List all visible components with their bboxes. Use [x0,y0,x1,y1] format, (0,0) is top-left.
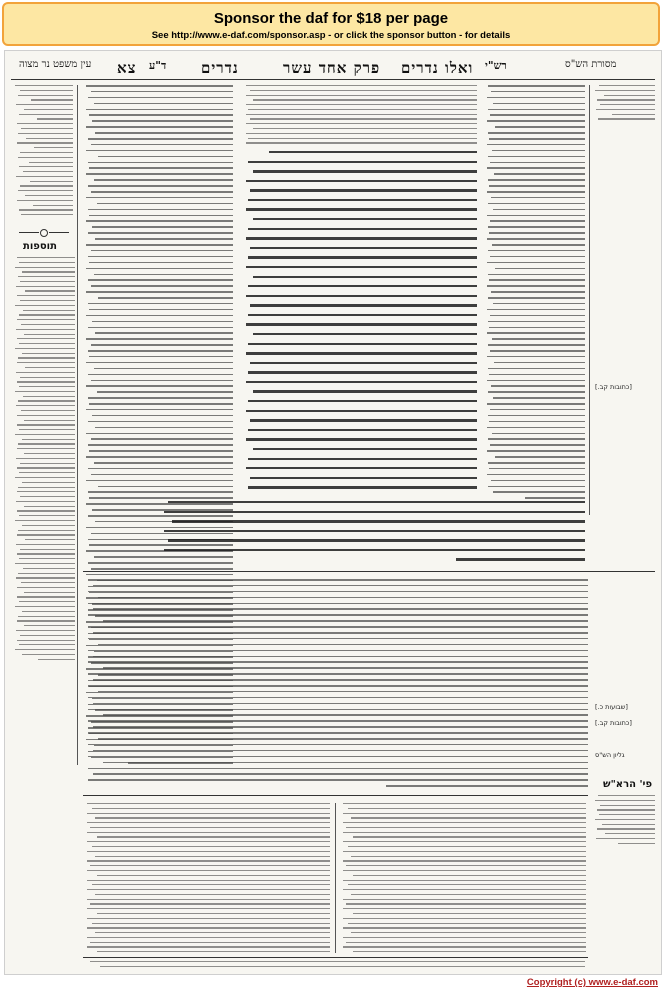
tosafot-title: תוספות [23,241,57,252]
rashi-text [485,85,585,505]
sponsor-subtitle: See http://www.e-daf.com/sponsor.asp - or click the sponsor button - for details [151,30,511,41]
footer-notes-text [85,961,585,971]
tractate-name: נדרים [201,59,239,77]
sponsor-title: Sponsor the daf for $18 per page [213,10,449,27]
masoret-text [593,85,655,335]
footer-rule [83,957,588,958]
margin-note-4: גליון הש"ס [595,751,625,759]
lower-rule [83,571,655,572]
gemara-wide-text [155,501,585,561]
copyright-link[interactable]: Copyright (c) www.e-daf.com [526,977,658,988]
bottom-right-text [341,803,586,953]
header-rule [11,79,655,80]
rosh-side-text [593,795,655,855]
margin-note-3: [כתובות קב.] [595,719,632,727]
masoret-header: מסורת הש"ס [565,59,617,70]
talmud-page [4,50,662,975]
chapter-name: ואלו נדרים [401,59,474,77]
ein-mishpat-header: עין משפט נר מצוה [19,59,92,70]
bottom-rule [83,795,588,796]
commentary-header: רש"י [485,59,507,72]
margin-note-2: [שבועות כ.] [595,703,628,711]
gemara-text [241,151,477,496]
chapter-number: פרק אחד עשר [283,59,381,77]
rashi-upper-text [241,85,477,145]
daf-number: צא [117,59,137,77]
sponsor-banner[interactable] [2,2,660,46]
column-divider-left [77,85,78,765]
ein-mishpat-text [13,85,73,225]
rosh-title: פי' הרא"ש [603,779,653,790]
ran-text [83,579,588,789]
bottom-divider [335,803,336,953]
margin-note-1: [כתובות קב.] [595,383,632,391]
bottom-left-text [85,803,330,953]
amud-label: ד"ע [149,59,167,72]
tosafot-left-text [13,257,75,767]
column-divider-right [589,85,590,515]
divider-ornament [19,229,69,237]
